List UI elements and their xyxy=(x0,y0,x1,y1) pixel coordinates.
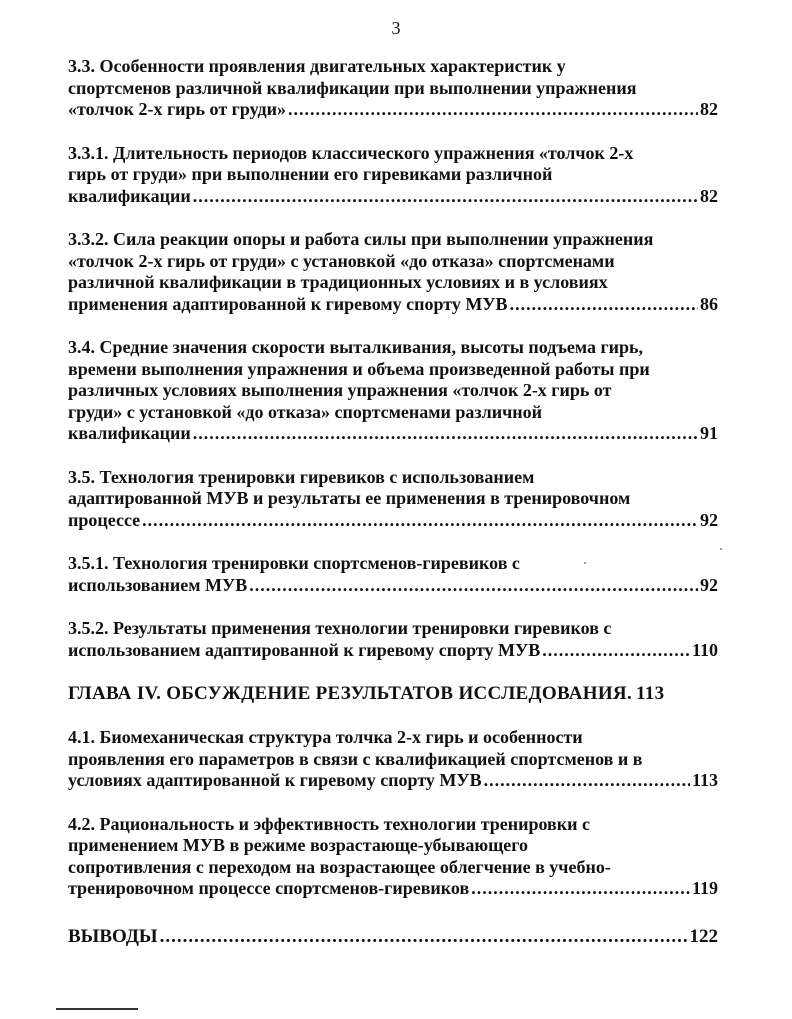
page-number: 3 xyxy=(391,18,401,38)
toc-entry-text-line: Результаты применения технологии тренировки гиревиков с xyxy=(113,618,612,638)
toc-entry-text-line: спортсменов различной квалификации при выполнении упражнения xyxy=(68,77,637,98)
toc-entry-text-line: применением МУВ в режиме возрастающе-убывающего xyxy=(68,835,528,855)
toc-entry-text-line: проявления его параметров в связи с квалификацией спортсменов и в xyxy=(68,748,643,769)
toc-entry-text-line: использованием адаптированной к гиревому спорту МУВ xyxy=(68,639,541,660)
toc-page-number: 92 xyxy=(700,509,718,530)
toc-entry-text-line: Технология тренировки спортсменов-гиревиков с xyxy=(113,553,520,573)
toc-entry-number: 3.4. xyxy=(68,337,95,357)
toc-entry-text-line: применения адаптированной к гиревому спорту МУВ xyxy=(68,293,508,314)
toc-entry-3-3[interactable] xyxy=(68,56,718,121)
toc-entry-number: 3.5. xyxy=(68,466,95,487)
toc-entry-text-line: Особенности проявления двигательных характеристик у xyxy=(99,56,566,76)
toc-entry-text-line: Биомеханическая структура толчка 2-х гирь и особенности xyxy=(99,727,583,747)
toc-entry-text-line: Длительность периодов классического упражнения «толчок 2-х xyxy=(113,142,634,163)
toc-entry-text-line: использованием МУВ xyxy=(68,574,248,595)
dot-leader xyxy=(288,99,698,121)
scan-speck xyxy=(720,548,722,550)
toc-page-number: 113 xyxy=(636,683,665,704)
toc-entry-text-line: Рациональность и эффективность технологии тренировки с xyxy=(99,813,591,834)
toc-entry-text-line: «толчок 2-х гирь от груди» xyxy=(68,99,286,119)
toc-entry-number: 3.5.2. xyxy=(68,618,109,638)
toc-entry-text-line: тренировочном процессе спортсменов-гиревиков xyxy=(68,878,470,898)
toc-entry-text-line: сопротивления с переходом на возрастающее облегчение в учебно- xyxy=(68,856,611,877)
toc-entry-text-line: квалификации xyxy=(68,185,191,206)
scan-speck xyxy=(584,562,586,564)
toc-entry-number: 3.3.1. xyxy=(68,142,109,163)
toc-entry-3-5-1[interactable] xyxy=(68,553,718,596)
toc-entry-text-line: Средние значения скорости выталкивания, высоты подъема гирь, xyxy=(99,337,644,357)
toc-entry-text-line: времени выполнения упражнения и объема произведенной работы при xyxy=(68,358,650,379)
toc-entry-text-line: различных условиях выполнения упражнения «толчок 2-х гирь от xyxy=(68,380,612,400)
toc-entry-4-1[interactable] xyxy=(68,727,718,792)
toc-page-number: 86 xyxy=(700,293,718,314)
toc-entry-3-3-2[interactable] xyxy=(68,229,718,315)
toc-entry-text-line: Сила реакции опоры и работа силы при выполнении упражнения xyxy=(113,229,654,249)
toc-entry-number: 4.2. xyxy=(68,813,95,834)
toc-entry-number: 3.3. xyxy=(68,56,95,76)
toc-entry-text-line: адаптированной МУВ и результаты ее применения в тренировочном xyxy=(68,488,631,508)
toc-page-number: 110 xyxy=(691,639,718,660)
toc-entry-4-2[interactable] xyxy=(68,814,718,900)
toc-chapter-4[interactable] xyxy=(68,683,718,705)
dot-leader xyxy=(471,878,690,900)
toc-entry-3-3-1[interactable] xyxy=(68,143,718,208)
toc-page-number: 119 xyxy=(691,878,718,898)
toc-entry-text-line: груди» с установкой «до отказа» спортсменами различной xyxy=(68,401,543,422)
dot-leader xyxy=(193,186,698,208)
toc-entry-number: 3.5.1. xyxy=(68,553,109,573)
dot-leader xyxy=(484,770,690,792)
toc-entry-3-5-2[interactable] xyxy=(68,618,718,661)
toc-entry-3-5[interactable] xyxy=(68,467,718,532)
dot-leader xyxy=(142,510,698,532)
toc-entry-text-line: различной квалификации в традиционных условиях и в условиях xyxy=(68,272,608,292)
toc-page-number: 113 xyxy=(691,770,718,790)
table-of-contents xyxy=(68,56,718,948)
footnote-rule xyxy=(56,1008,138,1010)
toc-page-number: 122 xyxy=(689,925,718,947)
toc-entry-text-line: условиях адаптированной к гиревому спорту МУВ xyxy=(68,770,482,790)
dot-leader xyxy=(193,423,698,445)
dot-leader xyxy=(510,294,698,316)
dot-leader xyxy=(160,926,688,948)
toc-entry-number: 3.3.2. xyxy=(68,229,109,249)
toc-entry-text-line: гирь от груди» при выполнении его гиревиками различной xyxy=(68,164,553,184)
toc-page-number: 91 xyxy=(700,423,718,443)
toc-entry-text-line: процессе xyxy=(68,509,141,530)
toc-entry-number: 4.1. xyxy=(68,727,95,747)
toc-page-number: 82 xyxy=(700,99,718,119)
toc-entry-3-4[interactable] xyxy=(68,337,718,445)
toc-entry-text-line: «толчок 2-х гирь от груди» с установкой «до отказа» спортсменами xyxy=(68,250,615,271)
conclusions-title: ВЫВОДЫ xyxy=(68,925,158,947)
dot-leader xyxy=(542,640,690,662)
toc-entry-text-line: Технология тренировки гиревиков с использованием xyxy=(99,466,535,487)
toc-entry-text-line: квалификации xyxy=(68,423,191,443)
toc-page-number: 92 xyxy=(700,574,718,595)
dot-leader xyxy=(249,575,698,597)
toc-conclusions[interactable] xyxy=(68,926,718,948)
chapter-title: ГЛАВА IV. ОБСУЖДЕНИЕ РЕЗУЛЬТАТОВ ИССЛЕДОВАНИЯ. xyxy=(68,683,633,704)
toc-page-number: 82 xyxy=(700,185,718,206)
